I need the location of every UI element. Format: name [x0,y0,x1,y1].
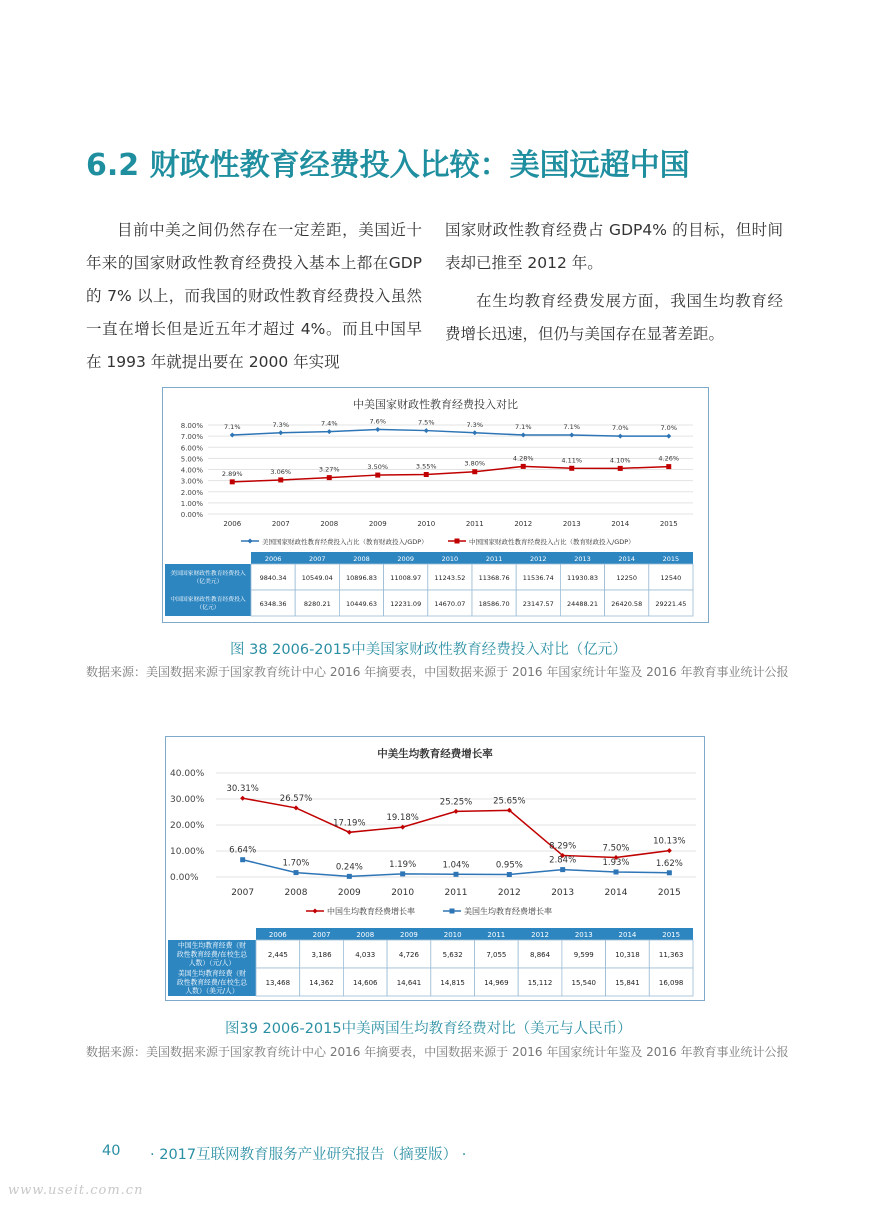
data-label: 1.04% [442,860,470,871]
table-cell: 12540 [660,574,682,582]
data-point [472,469,477,474]
data-label: 3.55% [415,462,437,471]
figure-39-source: 数据来源：美国数据来源于国家教育统计中心 2016 年摘要表，中国数据来源于 2016 年国家统计年鉴及 2016 年教育事业统计公报 [86,1045,789,1059]
data-label: 7.50% [602,843,630,854]
x-tick-label: 2013 [562,520,581,528]
table-cell: 10549.04 [301,574,333,582]
table-cell: 15,841 [615,979,640,987]
data-label: 17.19% [333,818,366,829]
data-point [560,867,565,872]
paragraph: 在生均教育经费发展方面，我国生均教育经费增长迅速，但仍与美国存在显著差距。 [445,292,783,343]
table-header-cell: 2008 [356,931,375,939]
x-tick-label: 2010 [417,520,436,528]
data-label: 7.1% [223,423,241,432]
table-cell: 9840.34 [259,574,287,582]
data-point [347,874,352,879]
figure-38-source: 数据来源：美国数据来源于国家教育统计中心 2016 年摘要表，中国数据来源于 2016 年国家统计年鉴及 2016 年教育事业统计公报 [86,665,789,679]
y-tick-label: 40.00% [170,769,205,779]
figure-39-caption: 图39 2006-2015中美两国生均教育经费对比（美元与人民币） [225,1021,632,1037]
data-label: 7.6% [369,417,387,426]
table-header-cell: 2006 [268,931,287,939]
data-point [327,429,332,434]
x-tick-label: 2010 [391,888,415,898]
y-tick-label: 7.00% [180,433,203,442]
data-label: 0.95% [495,860,523,871]
table-cell: 16,098 [658,979,684,987]
table-row-label: 人数）（美元/人） [185,987,239,996]
x-tick-label: 2009 [368,520,387,528]
data-point [424,472,429,477]
table-cell: 6348.36 [259,600,287,608]
x-tick-label: 2006 [223,520,242,528]
data-label: 0.24% [335,862,363,873]
y-tick-label: 0.00% [170,873,199,883]
table-cell: 12250 [616,574,638,582]
data-point [327,475,332,480]
x-tick-label: 2014 [604,888,628,898]
legend-label: 中国生均教育经费增长率 [327,907,415,916]
data-label: 7.0% [611,424,629,433]
chart-38-svg [163,388,708,622]
data-point [614,869,619,874]
table-cell: 14,641 [396,979,422,987]
y-tick-label: 0.00% [180,511,203,519]
table-header-cell: 2013 [574,555,591,563]
data-point [667,848,672,853]
series-line-a [232,429,669,436]
table-cell: 26420.58 [611,600,643,608]
table-row-label: （亿元） [196,604,220,611]
table-row-label: 美国国家财政性教育经费投入 [170,571,246,578]
data-label: 7.4% [320,419,338,428]
data-label: 2.89% [221,469,243,478]
table-cell: 7,055 [486,951,507,959]
table-cell: 14,362 [309,979,334,987]
data-point [347,830,352,835]
table-header-cell: 2015 [662,931,681,939]
data-label: 7.3% [466,420,484,429]
footer-title: · 2017互联网教育服务产业研究报告（摘要版） · [150,1147,467,1163]
data-point [454,872,459,877]
chart-39-svg [166,737,704,1000]
x-tick-label: 2008 [284,888,308,898]
data-point [230,479,235,484]
table-cell: 11930.83 [566,574,599,582]
x-tick-label: 2007 [271,520,290,528]
x-tick-label: 2011 [465,520,484,528]
data-label: 25.25% [439,797,473,808]
data-label: 4.11% [561,456,583,465]
table-cell: 11368.76 [478,574,510,582]
table-row-label: 政性教育经费/在校生总 [176,978,248,987]
data-label: 10.13% [653,836,686,847]
data-label: 1.19% [389,859,417,870]
table-cell: 2,445 [267,951,288,959]
data-point [618,466,623,471]
watermark: www.useit.com.cn [8,1183,144,1198]
y-tick-label: 8.00% [180,422,203,430]
table-cell: 14,606 [353,979,378,987]
table-cell: 3,186 [311,951,332,959]
table-cell: 15,540 [571,979,596,987]
figure-38-caption: 图 38 2006-2015中美国家财政性教育经费投入对比（亿元） [230,642,627,658]
body-column-right [445,214,783,351]
legend-label: 美国国家财政性教育经费投入占比（教育财政投入/GDP） [262,538,428,546]
table-header-cell: 2009 [400,931,418,939]
data-label: 7.5% [417,418,435,427]
table-cell: 9,599 [573,951,594,959]
table-cell: 11,363 [658,951,684,959]
table-row-label: 中国生均教育经费（财 [178,941,246,950]
body-column-left [86,214,422,379]
y-tick-label: 10.00% [170,847,205,857]
table-header-cell: 2013 [574,931,593,939]
section-heading: 6.2 财政性教育经费投入比较：美国远超中国 [86,148,690,183]
data-point [375,427,380,432]
legend-marker [450,909,455,914]
x-tick-label: 2008 [320,520,339,528]
data-label: 3.27% [318,465,340,474]
table-header-cell: 2007 [309,555,326,563]
data-label: 25.65% [493,796,526,807]
table-cell: 5,632 [442,951,463,959]
table-cell: 24488.21 [566,600,599,608]
table-header-cell: 2008 [353,555,370,563]
data-point [278,430,283,435]
table-cell: 23147.57 [522,600,554,608]
legend-marker [313,909,318,914]
table-cell: 18586.70 [478,600,510,608]
page-number: 40 [102,1143,121,1159]
data-label: 3.06% [270,467,292,476]
figure-38-chart [162,387,709,623]
data-label: 3.80% [464,459,486,468]
y-tick-label: 3.00% [180,477,203,486]
table-header-cell: 2007 [312,931,331,939]
y-tick-label: 2.00% [180,488,203,497]
data-point [240,857,245,862]
table-row-label: （亿美元） [193,578,223,585]
data-point [294,805,299,810]
table-cell: 14670.07 [434,600,466,608]
legend-marker [455,539,460,544]
table-cell: 11243.52 [434,574,466,582]
data-label: 7.1% [514,423,532,432]
chart-title: 中美生均教育经费增长率 [377,748,493,760]
chart-title: 中美国家财政性教育经费投入对比 [353,398,518,411]
data-point [569,433,574,438]
table-header-cell: 2014 [618,555,635,563]
data-point [230,433,235,438]
x-tick-label: 2009 [337,888,361,898]
data-label: 4.10% [609,456,631,465]
legend-label: 美国生均教育经费增长率 [464,907,552,916]
data-point [454,809,459,814]
data-label: 6.64% [229,845,257,856]
x-tick-label: 2011 [444,888,468,898]
data-point [569,466,574,471]
x-tick-label: 2015 [659,520,678,528]
table-cell: 4,033 [355,951,376,959]
data-label: 8.29% [549,841,577,852]
x-tick-label: 2012 [514,520,533,528]
data-point [294,870,299,875]
table-cell: 14,815 [440,979,465,987]
data-point [666,464,671,469]
table-header-cell: 2012 [530,555,547,563]
table-cell: 29221.45 [655,600,687,608]
x-tick-label: 2013 [551,888,575,898]
data-point [521,464,526,469]
data-point [424,428,429,433]
table-row-label: 人数）（元/人） [188,959,236,968]
table-cell: 8,864 [530,951,551,959]
data-point [240,796,245,801]
y-tick-label: 5.00% [180,455,203,464]
table-header-cell: 2014 [618,931,637,939]
data-label: 19.18% [386,813,419,824]
table-cell: 12231.09 [390,600,422,608]
y-tick-label: 20.00% [170,821,205,831]
table-header-cell: 2012 [531,931,549,939]
table-row-label: 美国生均教育经费（财 [178,969,246,978]
table-cell: 10449.63 [345,600,378,608]
legend-marker [248,539,253,544]
data-point [400,871,405,876]
table-row-label: 中国国家财政性教育经费投入 [170,597,246,604]
table-header-cell: 2006 [264,555,282,563]
paragraph: 目前中美之间仍然存在一定差距，美国近十年来的国家财政性教育经费投入基本上都在GDP 的 7% 以上，而我国的财政性教育经费投入虽然一直在增长但是近五年才超过 4%。而且中国早在 1993 年就提出要在 2000 年实现 [86,221,422,371]
data-point [666,434,671,439]
y-tick-label: 6.00% [180,444,203,453]
table-cell: 4,726 [398,951,419,959]
table-cell: 11008.97 [390,574,422,582]
table-header-cell: 2009 [397,555,414,563]
data-point [375,473,380,478]
data-point [521,433,526,438]
table-cell: 10896.83 [345,574,378,582]
data-point [618,434,623,439]
data-point [507,872,512,877]
series-line-b [232,466,669,481]
x-tick-label: 2014 [611,520,630,528]
data-label: 4.28% [512,454,534,463]
data-label: 1.93% [602,857,630,868]
table-row-label: 政性教育经费/在校生总 [176,950,248,959]
data-label: 1.62% [655,858,683,869]
data-label: 30.31% [226,784,259,795]
table-header-cell: 2011 [487,931,506,939]
data-label: 7.3% [272,420,290,429]
figure-39-chart [165,736,705,1001]
x-tick-label: 2007 [231,888,255,898]
table-cell: 13,468 [265,979,291,987]
x-tick-label: 2012 [497,888,521,898]
data-label: 3.50% [367,463,389,472]
table-cell: 11536.74 [522,574,554,582]
table-cell: 14,969 [484,979,509,987]
table-cell: 8280.21 [303,600,331,608]
table-cell: 15,112 [527,979,553,987]
table-header-cell: 2015 [662,555,680,563]
data-label: 2.84% [549,855,577,866]
data-label: 1.70% [282,858,310,869]
legend-label: 中国国家财政性教育经费投入占比（教育财政投入/GDP） [469,538,635,546]
data-label: 7.1% [563,423,581,432]
table-header-cell: 2010 [443,931,462,939]
data-point [472,430,477,435]
table-cell: 10,318 [615,951,640,959]
x-tick-label: 2015 [657,888,681,898]
y-tick-label: 1.00% [180,499,203,508]
y-tick-label: 30.00% [170,795,205,805]
data-point [667,870,672,875]
data-label: 26.57% [279,793,313,804]
data-label: 7.0% [660,424,678,433]
paragraph: 国家财政性教育经费占 GDP4% 的目标，但时间表却已推至 2012 年。 [445,221,783,272]
data-label: 4.26% [658,454,680,463]
table-header-cell: 2010 [441,555,459,563]
y-tick-label: 4.00% [180,466,203,475]
data-point [278,477,283,482]
table-header-cell: 2011 [485,555,503,563]
